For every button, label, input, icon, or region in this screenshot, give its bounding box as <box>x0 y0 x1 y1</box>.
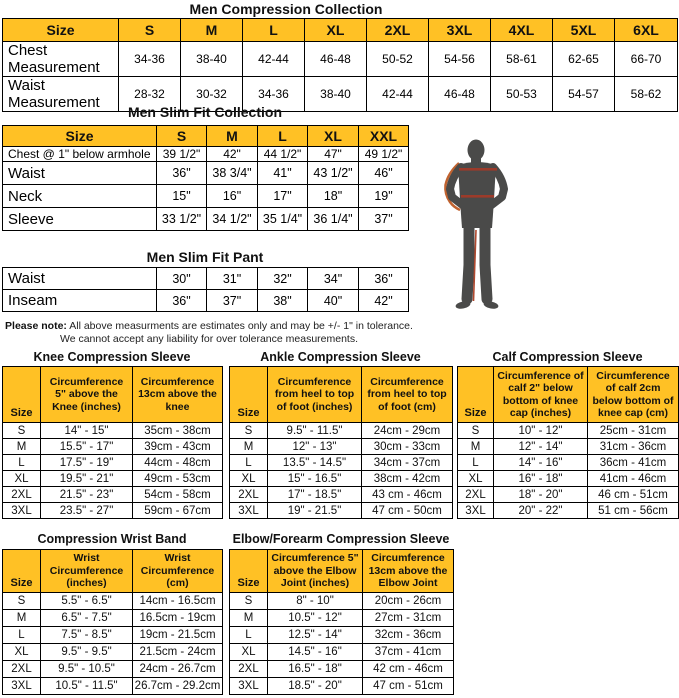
row-label-cell: 2XL <box>230 661 268 678</box>
row-label-cell: S <box>3 593 41 610</box>
row-label-cell: S <box>230 423 268 439</box>
column-header: Circumference 5" above the Elbow Joint (inches) <box>268 550 363 593</box>
table-row <box>458 487 679 503</box>
value-cell: 40" <box>308 290 359 312</box>
header-row <box>3 550 223 593</box>
value-cell: 39 1/2" <box>157 147 207 162</box>
value-cell: 14" - 16" <box>494 455 588 471</box>
table-row <box>3 471 223 487</box>
column-header: 2XL <box>367 19 429 42</box>
value-cell: 27cm - 31cm <box>363 610 454 627</box>
value-cell: 10.5" - 12" <box>268 610 363 627</box>
knee-compression-sleeve-table <box>2 366 223 519</box>
value-cell: 36 1/4" <box>308 208 359 231</box>
value-cell: 31cm - 36cm <box>588 439 679 455</box>
row-label-cell: 3XL <box>3 503 41 519</box>
value-cell: 19" - 21.5" <box>268 503 362 519</box>
tolerance-note <box>0 320 418 346</box>
value-cell: 37" <box>207 290 258 312</box>
table-row <box>3 487 223 503</box>
column-header-size: Size <box>3 19 119 42</box>
value-cell: 21.5" - 23" <box>41 487 133 503</box>
value-cell: 24cm - 26.7cm <box>133 661 223 678</box>
header-row <box>230 550 454 593</box>
value-cell: 7.5" - 8.5" <box>41 627 133 644</box>
column-header: L <box>258 126 308 147</box>
tolerance-note-bold: Please note: <box>5 320 67 332</box>
header-row <box>230 367 453 423</box>
value-cell: 15" - 16.5" <box>268 471 362 487</box>
men-slim-fit-pant-title: Men Slim Fit Pant <box>146 249 264 265</box>
value-cell: 49 1/2" <box>359 147 409 162</box>
row-label-cell: M <box>458 439 494 455</box>
row-label-cell: L <box>230 455 268 471</box>
value-cell: 14cm - 16.5cm <box>133 593 223 610</box>
table-row <box>230 455 453 471</box>
table-row <box>458 471 679 487</box>
value-cell: 19cm - 21.5cm <box>133 627 223 644</box>
value-cell: 15" <box>157 185 207 208</box>
value-cell: 9.5" - 10.5" <box>41 661 133 678</box>
value-cell: 54cm - 58cm <box>133 487 223 503</box>
value-cell: 33 1/2" <box>157 208 207 231</box>
value-cell: 34cm - 37cm <box>362 455 453 471</box>
value-cell: 46" <box>359 162 409 185</box>
table-row <box>230 471 453 487</box>
column-header: 4XL <box>491 19 553 42</box>
column-header-size: Size <box>230 367 268 423</box>
table-row <box>3 593 223 610</box>
column-header: L <box>243 19 305 42</box>
header-row <box>3 367 223 423</box>
value-cell: 36" <box>157 162 207 185</box>
men-slim-fit-collection-title: Men Slim Fit Collection <box>127 104 282 120</box>
men-slim-fit-collection-table <box>2 125 409 231</box>
value-cell: 14" - 15" <box>41 423 133 439</box>
row-label-cell: Waist <box>3 162 157 185</box>
column-header: M <box>207 126 258 147</box>
table-row <box>3 162 409 185</box>
value-cell: 17.5" - 19" <box>41 455 133 471</box>
column-header-size: Size <box>3 550 41 593</box>
elbow-forearm-compression-sleeve-table <box>229 549 454 695</box>
value-cell: 46-48 <box>305 42 367 77</box>
value-cell: 16" - 18" <box>494 471 588 487</box>
elbow-forearm-compression-sleeve-title: Elbow/Forearm Compression Sleeve <box>232 532 450 546</box>
waist-measure-band <box>461 195 494 198</box>
value-cell: 54-56 <box>429 42 491 77</box>
table-row <box>230 593 454 610</box>
value-cell: 20" - 22" <box>494 503 588 519</box>
value-cell: 30-32 <box>181 77 243 112</box>
table-row <box>230 644 454 661</box>
value-cell: 37cm - 41cm <box>363 644 454 661</box>
value-cell: 9.5" - 11.5" <box>268 423 362 439</box>
table-row <box>458 503 679 519</box>
row-label-cell: 2XL <box>3 661 41 678</box>
value-cell: 43 cm - 46cm <box>362 487 453 503</box>
table-row <box>3 423 223 439</box>
column-header-size: Size <box>3 367 41 423</box>
table-row <box>3 661 223 678</box>
row-label-cell: Waist Measurement <box>3 77 119 112</box>
value-cell: 38" <box>258 290 308 312</box>
row-label-cell: XL <box>230 471 268 487</box>
value-cell: 38 3/4" <box>207 162 258 185</box>
header-row <box>3 19 678 42</box>
row-label-cell: Sleeve <box>3 208 157 231</box>
value-cell: 36" <box>157 290 207 312</box>
table-row <box>230 610 454 627</box>
row-label-cell: Chest Measurement <box>3 42 119 77</box>
value-cell: 66-70 <box>615 42 678 77</box>
value-cell: 5.5" - 6.5" <box>41 593 133 610</box>
value-cell: 58-62 <box>615 77 678 112</box>
header-row <box>458 367 679 423</box>
value-cell: 37" <box>359 208 409 231</box>
value-cell: 30" <box>157 268 207 290</box>
value-cell: 12.5" - 14" <box>268 627 363 644</box>
row-label-cell: 2XL <box>3 487 41 503</box>
ankle-compression-sleeve-table <box>229 366 453 519</box>
value-cell: 19" <box>359 185 409 208</box>
value-cell: 49cm - 53cm <box>133 471 223 487</box>
column-header-size: Size <box>3 126 157 147</box>
table-row <box>230 678 454 695</box>
table-row <box>230 423 453 439</box>
tolerance-note-line1 <box>0 320 418 333</box>
value-cell: 46-48 <box>429 77 491 112</box>
table-row <box>458 439 679 455</box>
table-row <box>230 503 453 519</box>
value-cell: 42-44 <box>243 42 305 77</box>
row-label-cell: S <box>458 423 494 439</box>
value-cell: 13.5" - 14.5" <box>268 455 362 471</box>
value-cell: 50-53 <box>491 77 553 112</box>
value-cell: 38-40 <box>305 77 367 112</box>
row-label-cell: M <box>3 439 41 455</box>
value-cell: 6.5" - 7.5" <box>41 610 133 627</box>
table-row <box>3 627 223 644</box>
table-row <box>3 268 409 290</box>
table-row <box>3 644 223 661</box>
column-header: XL <box>305 19 367 42</box>
value-cell: 59cm - 67cm <box>133 503 223 519</box>
table-row <box>3 185 409 208</box>
column-header: Circumference from heel to top of foot (cm) <box>362 367 453 423</box>
tolerance-note-line2: We cannot accept any liability for over tolerance measurements. <box>59 333 359 345</box>
row-label-cell: S <box>3 423 41 439</box>
table-row <box>458 423 679 439</box>
column-header: M <box>181 19 243 42</box>
row-label-cell: XL <box>3 644 41 661</box>
value-cell: 42" <box>359 290 409 312</box>
row-label-cell: 3XL <box>458 503 494 519</box>
row-label-cell: 3XL <box>230 678 268 695</box>
value-cell: 34-36 <box>243 77 305 112</box>
compression-wrist-band-table <box>2 549 223 695</box>
value-cell: 18" <box>308 185 359 208</box>
value-cell: 62-65 <box>553 42 615 77</box>
value-cell: 41" <box>258 162 308 185</box>
man-silhouette-illustration <box>441 133 513 315</box>
chest-measure-band <box>459 168 497 171</box>
value-cell: 26.7cm - 29.2cm <box>133 678 223 695</box>
value-cell: 36cm - 41cm <box>588 455 679 471</box>
column-header: Circumference 5" above the Knee (inches) <box>41 367 133 423</box>
men-slim-fit-pant-table <box>2 267 409 312</box>
value-cell: 44cm - 48cm <box>133 455 223 471</box>
value-cell: 42" <box>207 147 258 162</box>
value-cell: 35cm - 38cm <box>133 423 223 439</box>
column-header: Wrist Circumference (cm) <box>133 550 223 593</box>
value-cell: 16.5" - 18" <box>268 661 363 678</box>
row-label-cell: L <box>458 455 494 471</box>
value-cell: 50-52 <box>367 42 429 77</box>
column-header: XXL <box>359 126 409 147</box>
column-header: S <box>157 126 207 147</box>
row-label-cell: L <box>3 455 41 471</box>
value-cell: 18" - 20" <box>494 487 588 503</box>
column-header: Wrist Circumference (inches) <box>41 550 133 593</box>
row-label-cell: 3XL <box>3 678 41 695</box>
table-row <box>230 627 454 644</box>
value-cell: 35 1/4" <box>258 208 308 231</box>
men-compression-collection-table <box>2 18 678 112</box>
tolerance-note-text1: All above measurments are estimates only and may be +/- 1" in tolerance. <box>66 320 413 332</box>
row-label-cell: 3XL <box>230 503 268 519</box>
value-cell: 19.5" - 21" <box>41 471 133 487</box>
value-cell: 51 cm - 56cm <box>588 503 679 519</box>
table-row <box>3 439 223 455</box>
table-row <box>3 455 223 471</box>
value-cell: 42-44 <box>367 77 429 112</box>
table-row <box>3 208 409 231</box>
row-label-cell: S <box>230 593 268 610</box>
value-cell: 18.5" - 20" <box>268 678 363 695</box>
value-cell: 17" <box>258 185 308 208</box>
column-header: 5XL <box>553 19 615 42</box>
value-cell: 58-61 <box>491 42 553 77</box>
column-header: Circumference 13cm above the knee <box>133 367 223 423</box>
value-cell: 54-57 <box>553 77 615 112</box>
header-row <box>3 126 409 147</box>
table-row <box>3 503 223 519</box>
value-cell: 39cm - 43cm <box>133 439 223 455</box>
column-header: Circumference of calf 2cm below bottom of knee cap (cm) <box>588 367 679 423</box>
row-label-cell: 2XL <box>230 487 268 503</box>
row-label-cell: Waist <box>3 268 157 290</box>
value-cell: 32cm - 36cm <box>363 627 454 644</box>
figure-left-leg <box>467 225 469 299</box>
value-cell: 12" - 14" <box>494 439 588 455</box>
row-label-cell: L <box>230 627 268 644</box>
row-label-cell: 2XL <box>458 487 494 503</box>
column-header: Circumference 13cm above the Elbow Joint <box>363 550 454 593</box>
table-row <box>3 147 409 162</box>
value-cell: 16.5cm - 19cm <box>133 610 223 627</box>
men-compression-collection-title: Men Compression Collection <box>189 1 383 17</box>
value-cell: 23.5" - 27" <box>41 503 133 519</box>
figure-right-leg <box>485 225 487 299</box>
table-row <box>230 487 453 503</box>
value-cell: 16" <box>207 185 258 208</box>
ankle-compression-sleeve-title: Ankle Compression Sleeve <box>260 350 421 364</box>
column-header: Circumference of calf 2" below bottom of knee cap (inches) <box>494 367 588 423</box>
value-cell: 47" <box>308 147 359 162</box>
value-cell: 12" - 13" <box>268 439 362 455</box>
column-header: XL <box>308 126 359 147</box>
value-cell: 32" <box>258 268 308 290</box>
row-label-cell: M <box>230 610 268 627</box>
value-cell: 38-40 <box>181 42 243 77</box>
compression-wrist-band-title: Compression Wrist Band <box>37 532 187 546</box>
column-header: S <box>119 19 181 42</box>
value-cell: 34" <box>308 268 359 290</box>
value-cell: 36" <box>359 268 409 290</box>
value-cell: 14.5" - 16" <box>268 644 363 661</box>
value-cell: 38cm - 42cm <box>362 471 453 487</box>
value-cell: 21.5cm - 24cm <box>133 644 223 661</box>
table-row <box>3 42 678 77</box>
value-cell: 25cm - 31cm <box>588 423 679 439</box>
row-label-cell: M <box>230 439 268 455</box>
row-label-cell: Chest @ 1" below armhole <box>3 147 157 162</box>
value-cell: 31" <box>207 268 258 290</box>
column-header-size: Size <box>458 367 494 423</box>
value-cell: 30cm - 33cm <box>362 439 453 455</box>
table-row <box>3 610 223 627</box>
row-label-cell: M <box>3 610 41 627</box>
column-header: 6XL <box>615 19 678 42</box>
value-cell: 9.5" - 9.5" <box>41 644 133 661</box>
row-label-cell: XL <box>230 644 268 661</box>
column-header: Circumference from heel to top of foot (inches) <box>268 367 362 423</box>
value-cell: 34 1/2" <box>207 208 258 231</box>
value-cell: 8" - 10" <box>268 593 363 610</box>
row-label-cell: Inseam <box>3 290 157 312</box>
row-label-cell: Neck <box>3 185 157 208</box>
table-row <box>3 678 223 695</box>
column-header: 3XL <box>429 19 491 42</box>
value-cell: 28-32 <box>119 77 181 112</box>
value-cell: 41cm - 46cm <box>588 471 679 487</box>
value-cell: 47 cm - 51cm <box>363 678 454 695</box>
calf-compression-sleeve-title: Calf Compression Sleeve <box>492 350 643 364</box>
value-cell: 34-36 <box>119 42 181 77</box>
value-cell: 43 1/2" <box>308 162 359 185</box>
value-cell: 24cm - 29cm <box>362 423 453 439</box>
value-cell: 17" - 18.5" <box>268 487 362 503</box>
table-row <box>3 290 409 312</box>
value-cell: 44 1/2" <box>258 147 308 162</box>
value-cell: 47 cm - 50cm <box>362 503 453 519</box>
table-row <box>230 661 454 678</box>
value-cell: 15.5" - 17" <box>41 439 133 455</box>
value-cell: 10" - 12" <box>494 423 588 439</box>
value-cell: 10.5" - 11.5" <box>41 678 133 695</box>
value-cell: 20cm - 26cm <box>363 593 454 610</box>
table-row <box>230 439 453 455</box>
row-label-cell: L <box>3 627 41 644</box>
row-label-cell: XL <box>458 471 494 487</box>
column-header-size: Size <box>230 550 268 593</box>
row-label-cell: XL <box>3 471 41 487</box>
calf-compression-sleeve-table <box>457 366 679 519</box>
value-cell: 46 cm - 51cm <box>588 487 679 503</box>
knee-compression-sleeve-title: Knee Compression Sleeve <box>33 350 191 364</box>
table-row <box>458 455 679 471</box>
value-cell: 42 cm - 46cm <box>363 661 454 678</box>
